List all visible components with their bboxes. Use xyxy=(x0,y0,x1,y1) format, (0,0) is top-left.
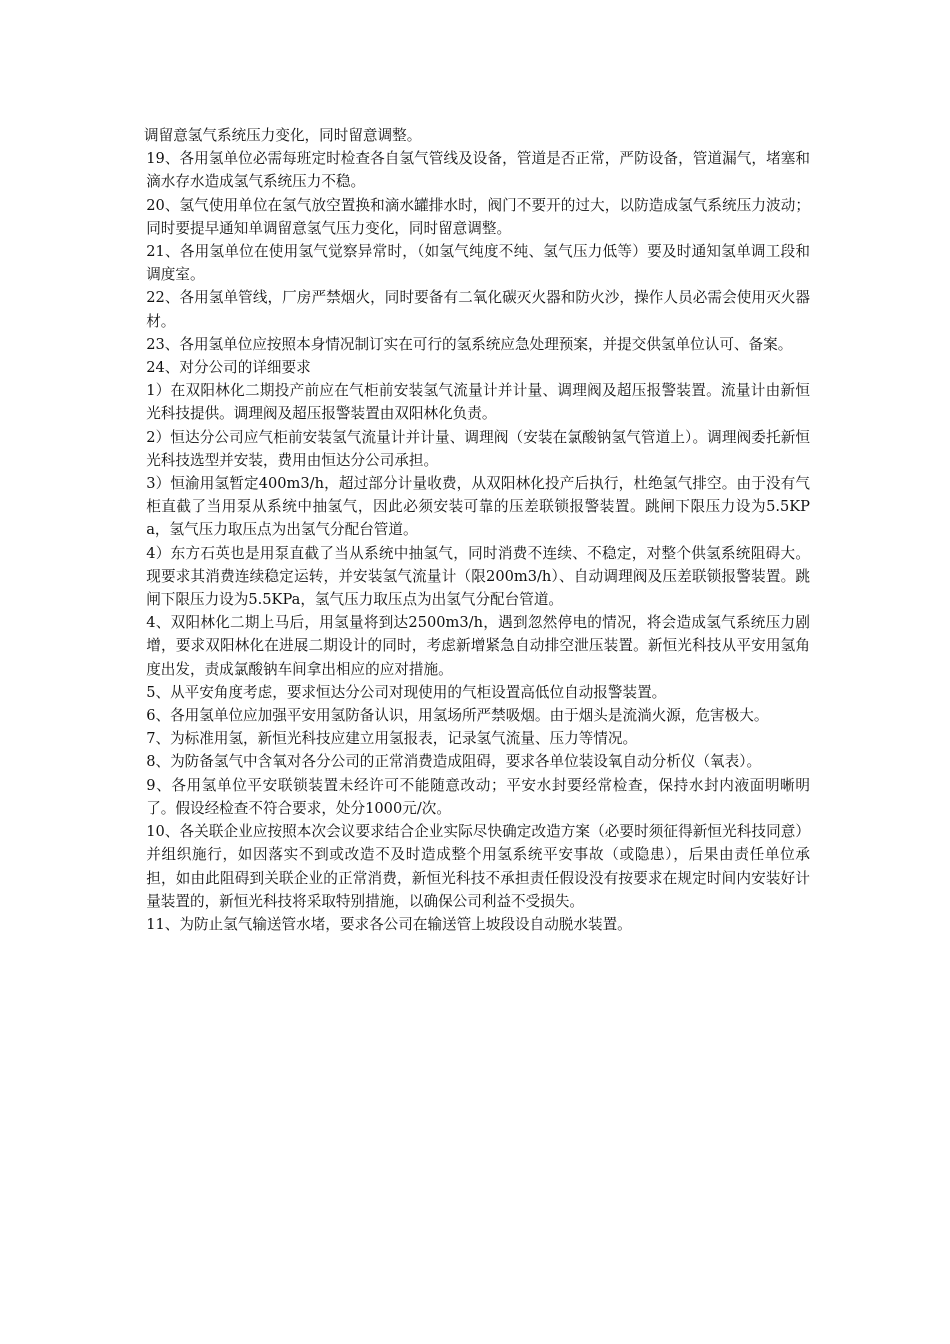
paragraph-continuation: 调留意氢气系统压力变化，同时留意调整。 xyxy=(144,127,422,144)
paragraph-item-4: 4、双阳林化二期上马后，用氢量将到达2500m3/h，遇到忽然停电的情况，将会造成氢气系统压力剧增，要求双阳林化在进展二期设计的同时，考虑新增紧急自动排空泄压装置。新恒光科技从平安用氢角度出发，责成氯酸钠车间拿出相应的应对措施。 xyxy=(146,614,810,678)
paragraph-item-24: 24、对分公司的详细要求 xyxy=(146,359,311,377)
paragraph-item-23: 23、各用氢单位应按照本身情况制订实在可行的氢系统应急处理预案，并提交供氢单位认可、备案。 xyxy=(146,335,793,353)
paragraph-subitem-4: 4）东方石英也是用泵直截了当从系统中抽氢气，同时消费不连续、不稳定，对整个供氢系统阻碍大。现要求其消费连续稳定运转，并安装氢气流量计（限200m3/h）、自动调理阀及压差联锁报警装置。跳闸下限压力设为5.5KPa，氢气压力取压点为出氢气分配台管道。 xyxy=(146,544,810,609)
paragraph-item-10: 10、各关联企业应按照本次会议要求结合企业实际尽快确定改造方案（必要时须征得新恒光科技同意）并组织施行，如因落实不到或改造不及时造成整个用氢系统平安事故（或隐患），后果由责任单位承担，如由此阻碍到关联企业的正常消费，新恒光科技不承担责任假设没有按要求在规定时间内安装好计量装置的，新恒光科技将采取特别措施，以确保公司利益不受损失。 xyxy=(146,823,810,910)
paragraph-item-5: 5、从平安角度考虑，要求恒达分公司对现使用的气柜设置高低位自动报警装置。 xyxy=(146,683,667,701)
paragraph-subitem-3: 3）恒渝用氢暂定400m3/h，超过部分计量收费，从双阳林化投产后执行，杜绝氢气排空。由于没有气柜直截了当用泵从系统中抽氢气，因此必须安装可靠的压差联锁报警装置。跳闸下限压力设为5.5KPa，氢气压力取压点为出氢气分配台管道。 xyxy=(146,475,810,539)
paragraph-item-9: 9、各用氢单位平安联锁装置未经许可不能随意改动；平安水封要经常检查，保持水封内液面明晰明了。假设经检查不符合要求，处分1000元/次。 xyxy=(146,776,810,817)
paragraph-item-20: 20、氢气使用单位在氢气放空置换和滴水罐排水时，阀门不要开的过大，以防造成氢气系统压力波动；同时要提早通知单调留意氢气压力变化，同时留意调整。 xyxy=(146,196,810,237)
paragraph-item-22: 22、各用氢单管线，厂房严禁烟火，同时要备有二氧化碳灭火器和防火沙，操作人员必需会使用灭火器材。 xyxy=(146,289,810,330)
paragraph-subitem-1: 1）在双阳林化二期投产前应在气柜前安装氢气流量计并计量、调理阀及超压报警装置。流量计由新恒光科技提供。调理阀及超压报警装置由双阳林化负责。 xyxy=(146,382,810,423)
paragraph-item-19: 19、各用氢单位必需每班定时检查各自氢气管线及设备，管道是否正常，严防设备，管道漏气，堵塞和滴水存水造成氢气系统压力不稳。 xyxy=(146,150,810,191)
document-page xyxy=(144,124,810,936)
paragraph-subitem-2: 2）恒达分公司应气柜前安装氢气流量计并计量、调理阀（安装在氯酸钠氢气管道上）。调理阀委托新恒光科技选型并安装，费用由恒达分公司承担。 xyxy=(146,428,810,469)
paragraph-item-8: 8、为防备氢气中含氧对各分公司的正常消费造成阻碍，要求各单位装设氧自动分析仪（氧表）。 xyxy=(146,753,762,771)
paragraph-item-21: 21、各用氢单位在使用氢气觉察异常时，（如氢气纯度不纯、氢气压力低等）要及时通知氢单调工段和调度室。 xyxy=(146,243,810,284)
paragraph-item-7: 7、为标准用氢，新恒光科技应建立用氢报表，记录氢气流量、压力等情况。 xyxy=(146,730,638,748)
paragraph-item-6: 6、各用氢单位应加强平安用氢防备认识，用氢场所严禁吸烟。由于烟头是流淌火源，危害极大。 xyxy=(146,707,769,725)
paragraph-item-11: 11、为防止氢气输送管水堵，要求各公司在输送管上坡段设自动脱水装置。 xyxy=(146,915,632,933)
